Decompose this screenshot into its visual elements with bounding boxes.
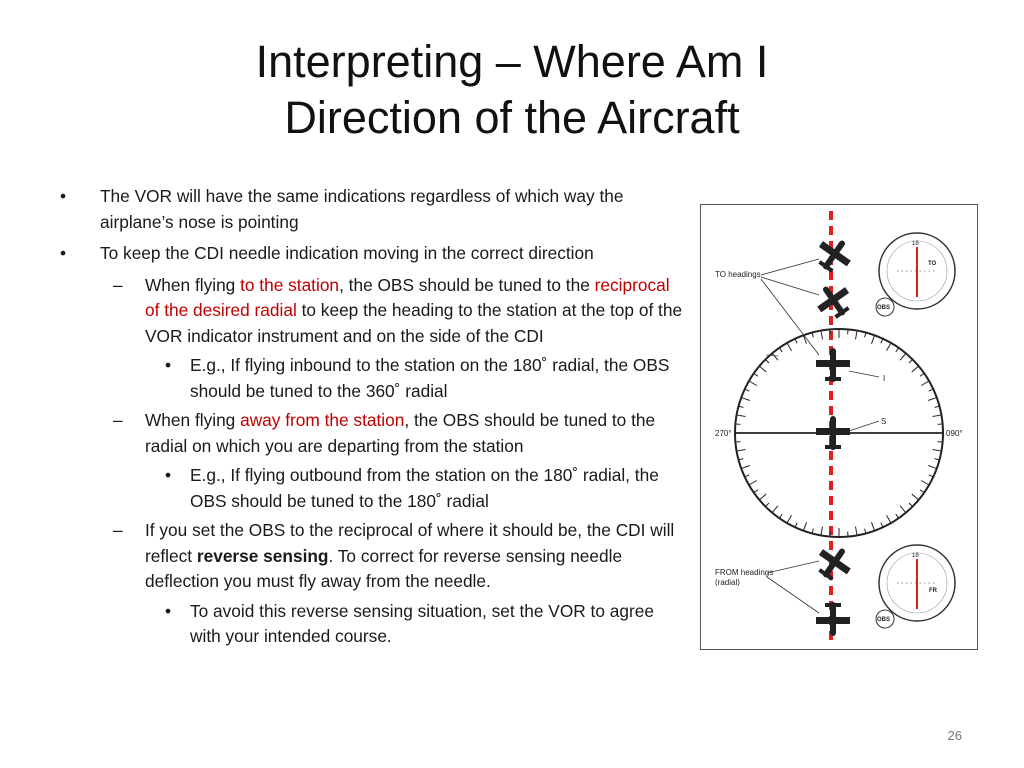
slide-title — [0, 34, 1024, 146]
sub-sub-bullet-item — [58, 463, 688, 514]
label-s: S — [881, 417, 887, 426]
text-run: When flying — [145, 274, 241, 295]
text-run: If you set the OBS to the reciprocal of where it should be, the CDI will reflect — [145, 520, 675, 566]
sub-bullet-item — [58, 273, 688, 350]
bullet-list — [58, 184, 688, 654]
highlight-text: away from the station — [240, 410, 405, 430]
to-headings-label: TO headings — [715, 270, 761, 279]
vor-dial-top: 18 — [912, 241, 919, 247]
bullet-text: The VOR will have the same indications regardless of which way the airplane’s nose is pointing — [100, 186, 624, 232]
example-text: E.g., If flying outbound from the station on the 180˚ radial, the OBS should be tuned to the 180˚ radial — [190, 465, 659, 511]
airplane-icon — [816, 602, 850, 636]
label-090: 090° — [946, 429, 963, 438]
bullet-item — [58, 241, 688, 267]
label-270: 270° — [715, 429, 732, 438]
bullet-text: To keep the CDI needle indication moving in the correct direction — [100, 243, 594, 263]
text-run: to keep the heading to the station at the top of the VOR indicator instrument and on the side of the CDI — [145, 300, 683, 346]
title-line-2: Direction of the Aircraft — [284, 92, 740, 143]
tip-text: To avoid this reverse sensing situation, set the VOR to agree with your intended course. — [190, 600, 654, 646]
highlight-text: to the station — [240, 274, 340, 295]
to-flag: TO — [928, 261, 937, 267]
bullet-marker: • — [60, 243, 67, 263]
dash-marker: – — [113, 520, 123, 540]
bullet-marker: • — [165, 600, 172, 621]
text-run: , the OBS should be tuned to the radial on which you are departing from the station — [145, 410, 656, 456]
title-line-1: Interpreting – Where Am I — [255, 36, 769, 87]
bold-text: reverse sensing — [196, 545, 329, 566]
airplane-icon — [816, 348, 850, 382]
page-number: 26 — [947, 728, 962, 743]
bullet-marker: • — [60, 186, 67, 206]
sub-sub-bullet-item — [58, 599, 688, 650]
sub-sub-bullet-item — [58, 353, 688, 404]
text-run: , the OBS should be tuned to the — [339, 274, 595, 295]
bullet-marker: • — [165, 465, 172, 485]
sub-bullet-item — [58, 408, 688, 459]
sub-bullet-text — [145, 410, 655, 456]
sub-bullet-item — [58, 518, 688, 595]
vor-dial-top: 18 — [912, 553, 919, 559]
example-text: E.g., If flying inbound to the station on the 180˚ radial, the OBS should be tuned to the 360˚ radial — [190, 355, 670, 401]
sub-bullet-text — [145, 520, 674, 591]
airplane-icon — [816, 416, 850, 450]
airplane-icon — [810, 277, 857, 324]
fr-flag: FR — [929, 588, 937, 594]
from-headings-radial: (radial) — [715, 578, 740, 587]
sub-bullet-text — [145, 275, 682, 346]
label-i: I — [883, 374, 886, 383]
airplane-icon — [810, 539, 857, 586]
vor-diagram — [700, 204, 978, 650]
dash-marker: – — [113, 410, 123, 430]
highlight-text: reciprocal of the desired radial — [145, 274, 670, 320]
bullet-item — [58, 184, 688, 235]
dash-marker: – — [113, 274, 123, 295]
text-run: When flying — [145, 410, 241, 430]
bullet-marker: • — [165, 355, 172, 375]
airplane-icon — [810, 231, 857, 278]
text-run: . To correct for reverse sensing needle deflection you must fly away from the needle. — [145, 545, 623, 591]
obs-label: OBS — [877, 617, 891, 623]
obs-label: OBS — [877, 305, 891, 311]
from-headings-label: FROM headings — [715, 568, 774, 577]
